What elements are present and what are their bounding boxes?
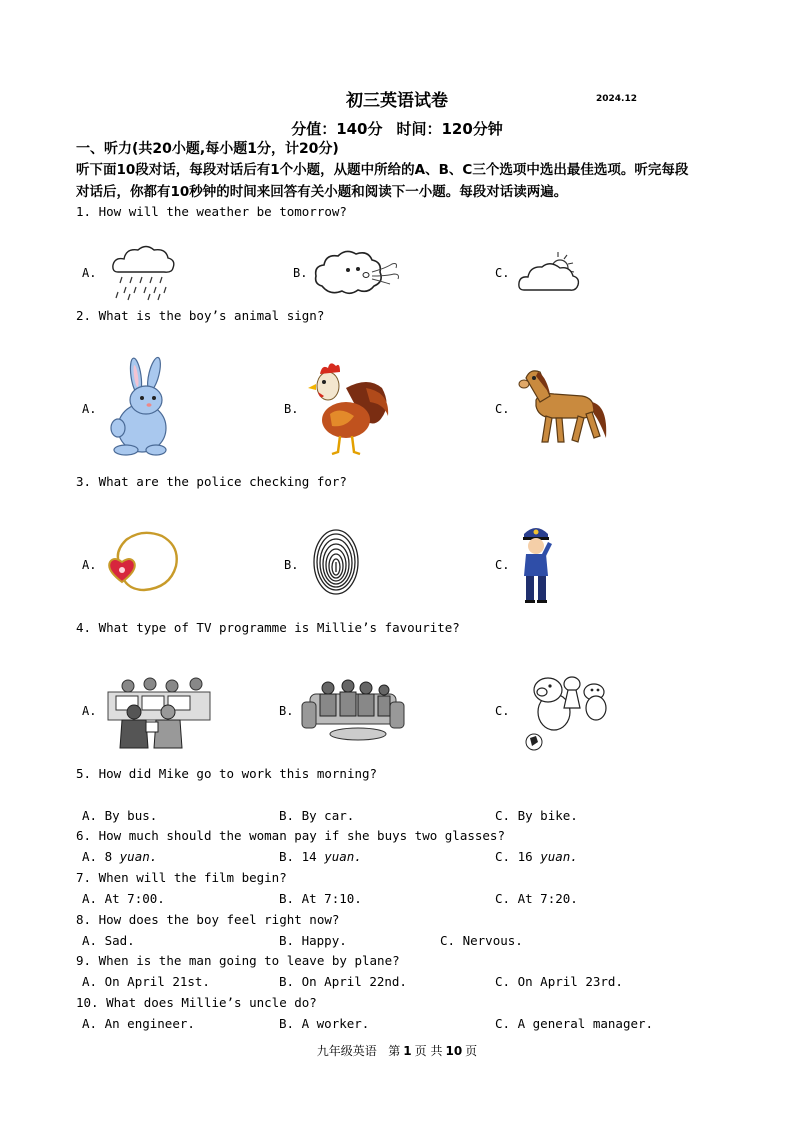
score-time-line	[0, 118, 794, 139]
option-label: A.	[82, 808, 98, 823]
option-label-a[interactable]: A.	[82, 266, 97, 280]
footer-grade: 九年级英语	[316, 1044, 377, 1058]
question-number: 8.	[76, 912, 92, 927]
option-text: At 7:20.	[517, 891, 578, 906]
option-text: By car.	[301, 808, 355, 823]
question-number: 1.	[76, 204, 92, 219]
question-3	[76, 474, 347, 489]
footer-suffix: 页	[465, 1044, 478, 1058]
option-label-b[interactable]: B.	[279, 704, 294, 718]
option-b[interactable]	[279, 849, 362, 864]
page-number: 1	[403, 1044, 412, 1058]
option-a[interactable]	[82, 849, 157, 864]
question-4	[76, 620, 460, 635]
rain-cloud-icon	[110, 242, 176, 302]
rooster-icon	[306, 358, 392, 458]
option-label: C.	[495, 974, 511, 989]
option-text: On April 21st.	[104, 974, 210, 989]
question-text: What are the police checking for?	[98, 474, 347, 489]
question-9	[76, 953, 400, 968]
question-1	[76, 204, 347, 219]
option-text: At 7:10.	[301, 891, 362, 906]
option-label: B.	[279, 974, 295, 989]
option-text: On April 22nd.	[301, 974, 407, 989]
question-5	[76, 766, 377, 781]
game-show-icon	[106, 672, 212, 748]
option-c[interactable]	[495, 849, 578, 864]
option-label: A.	[82, 933, 98, 948]
sun-cloud-icon	[518, 250, 584, 296]
option-label-b[interactable]: B.	[284, 558, 299, 572]
option-label-c[interactable]: C.	[495, 402, 510, 416]
question-text: What type of TV programme is Millie’s favourite?	[98, 620, 460, 635]
question-number: 6.	[76, 828, 92, 843]
option-text: By bus.	[104, 808, 158, 823]
question-text: When is the man going to leave by plane?	[98, 953, 400, 968]
instructions-line-1: 听下面10段对话，每段对话后有1个小题，从题中所给的A、B、C三个选项中选出最佳选项。听完每段	[76, 162, 689, 178]
question-number: 10.	[76, 995, 99, 1010]
question-number: 4.	[76, 620, 92, 635]
option-a[interactable]	[82, 1016, 195, 1031]
option-b[interactable]	[279, 974, 407, 989]
exam-date: 2024.12	[596, 94, 637, 104]
option-label: C.	[495, 1016, 511, 1031]
question-number: 5.	[76, 766, 92, 781]
question-number: 7.	[76, 870, 92, 885]
question-6	[76, 828, 505, 843]
option-label: A.	[82, 891, 98, 906]
question-10	[76, 995, 317, 1010]
page-footer	[0, 1042, 794, 1059]
option-label-b[interactable]: B.	[293, 266, 308, 280]
question-7	[76, 870, 287, 885]
option-text: At 7:00.	[104, 891, 165, 906]
option-b[interactable]	[279, 1016, 369, 1031]
option-text: A general manager.	[517, 1016, 654, 1031]
score-text: 分值：140分	[291, 120, 383, 138]
wind-cloud-icon	[312, 248, 402, 298]
option-a[interactable]	[82, 891, 165, 906]
section-heading: 一、听力(共20小题,每小题1分，计20分)	[76, 141, 339, 157]
instructions	[76, 159, 726, 203]
option-label: A.	[82, 849, 98, 864]
option-label-b[interactable]: B.	[284, 402, 299, 416]
option-unit: yuan.	[540, 849, 578, 864]
exam-title: 初三英语试卷	[346, 91, 448, 111]
option-label: B.	[279, 933, 295, 948]
time-text: 时间：120分钟	[396, 120, 503, 138]
option-text: 14	[301, 849, 317, 864]
option-b[interactable]	[279, 891, 362, 906]
rabbit-icon	[104, 356, 174, 456]
option-label: B.	[279, 849, 295, 864]
option-text: By bike.	[517, 808, 578, 823]
option-text: A worker.	[301, 1016, 370, 1031]
police-officer-icon	[518, 524, 554, 604]
option-c[interactable]	[440, 933, 523, 948]
option-label-a[interactable]: A.	[82, 402, 97, 416]
option-label: A.	[82, 974, 98, 989]
option-label-a[interactable]: A.	[82, 558, 97, 572]
question-text: When will the film begin?	[98, 870, 287, 885]
option-a[interactable]	[82, 974, 210, 989]
question-text: What does Millie’s uncle do?	[106, 995, 317, 1010]
option-label-c[interactable]: C.	[495, 266, 510, 280]
option-c[interactable]	[495, 808, 578, 823]
option-label: C.	[495, 891, 511, 906]
option-text: 8	[104, 849, 113, 864]
fingerprint-icon	[310, 526, 362, 598]
option-label: C.	[440, 933, 456, 948]
question-text: What is the boy’s animal sign?	[98, 308, 325, 323]
option-text: An engineer.	[104, 1016, 195, 1031]
option-label: C.	[495, 808, 511, 823]
option-c[interactable]	[495, 974, 623, 989]
horse-icon	[516, 366, 610, 448]
footer-prefix: 第	[388, 1044, 401, 1058]
option-label: C.	[495, 849, 511, 864]
cartoon-pigs-icon	[518, 668, 618, 752]
option-label: B.	[279, 891, 295, 906]
question-text: How will the weather be tomorrow?	[98, 204, 347, 219]
option-text: Sad.	[104, 933, 135, 948]
option-a[interactable]	[82, 933, 135, 948]
question-8	[76, 912, 339, 927]
question-text: How much should the woman pay if she buys two glasses?	[98, 828, 505, 843]
option-label: B.	[279, 808, 295, 823]
question-text: How does the boy feel right now?	[98, 912, 340, 927]
family-sofa-icon	[300, 672, 404, 744]
option-a[interactable]	[82, 808, 157, 823]
option-text: 16	[517, 849, 533, 864]
option-b[interactable]	[279, 808, 354, 823]
option-label-c[interactable]: C.	[495, 704, 510, 718]
page-total: 10	[445, 1044, 463, 1058]
option-text: Nervous.	[462, 933, 523, 948]
option-text: Happy.	[301, 933, 347, 948]
option-label: A.	[82, 1016, 98, 1031]
option-c[interactable]	[495, 891, 578, 906]
question-number: 3.	[76, 474, 92, 489]
option-unit: yuan.	[119, 849, 158, 864]
question-number: 9.	[76, 953, 92, 968]
option-label-c[interactable]: C.	[495, 558, 510, 572]
footer-mid: 页 共	[414, 1044, 443, 1058]
option-b[interactable]	[279, 933, 347, 948]
question-number: 2.	[76, 308, 92, 323]
option-label-a[interactable]: A.	[82, 704, 97, 718]
option-label: B.	[279, 1016, 295, 1031]
question-text: How did Mike go to work this morning?	[98, 766, 378, 781]
option-unit: yuan.	[324, 849, 362, 864]
option-text: On April 23rd.	[517, 974, 623, 989]
question-2	[76, 308, 324, 323]
instructions-line-2: 对话后，你都有10秒钟的时间来回答有关小题和阅读下一小题。每段对话读两遍。	[76, 184, 568, 200]
heart-necklace-icon	[104, 528, 184, 594]
option-c[interactable]	[495, 1016, 653, 1031]
